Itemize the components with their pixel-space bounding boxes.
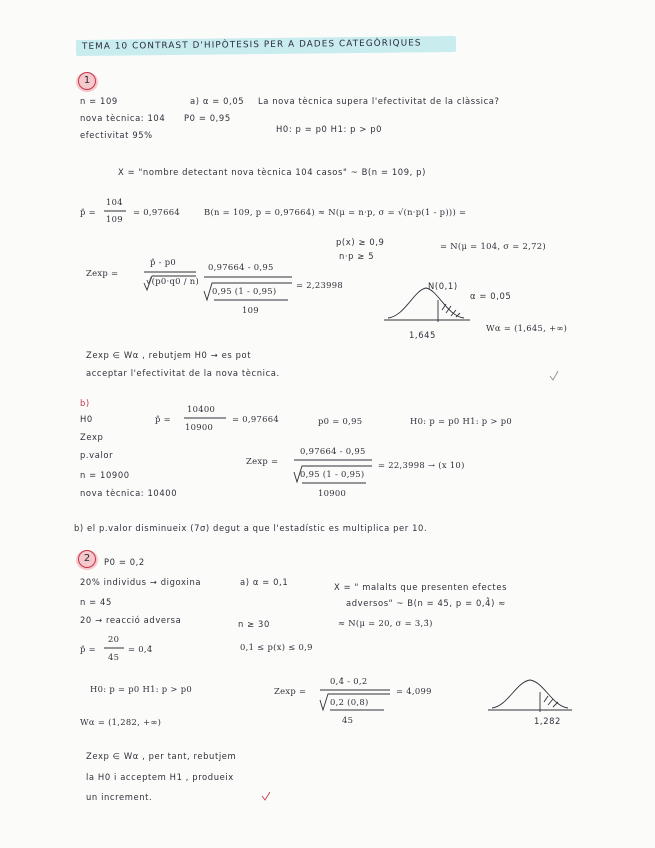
ex1-nova-tecnica: nova tècnica: 104 bbox=[80, 113, 166, 123]
ex1-hypotheses: H0: p = p0 H1: p > p0 bbox=[276, 124, 383, 134]
exercise-2-number: 2 bbox=[78, 550, 96, 568]
ex2-conclusion-3: un increment. bbox=[86, 792, 153, 802]
ex2-zexp-label: Zexp = bbox=[274, 686, 307, 696]
ex1-phat-label: p̂ = bbox=[80, 207, 96, 217]
ex2-x-def-2: adversos" ~ B(n = 45, p = 0,4̂) ≈ bbox=[346, 598, 506, 608]
ex1b-zexp-num: 0,97664 - 0,95 bbox=[300, 446, 366, 456]
ex2-n: n = 45 bbox=[80, 597, 112, 607]
ex1b-n: n = 10900 bbox=[80, 470, 130, 480]
ex1-normal-curve bbox=[384, 288, 470, 322]
ex1-zexp-num1: p̂ - p0 bbox=[150, 257, 177, 267]
ex2-phat-value: = 0,4̂ bbox=[128, 644, 153, 654]
ex1b-p0: p0 = 0,95 bbox=[318, 416, 363, 426]
ex1-zexp-num2: 0,97664 - 0,95 bbox=[208, 262, 274, 272]
ex2-normal-curve bbox=[488, 680, 572, 712]
ex1b-phat-value: = 0,97664 bbox=[232, 414, 280, 424]
ex1-cond-2: n·p ≥ 5 bbox=[339, 251, 375, 261]
ex2-digoxina: 20% individus → digoxina bbox=[80, 577, 202, 587]
ex1b-zexp-den-b: 10900 bbox=[318, 488, 347, 498]
ex1-zexp-sqrt-1 bbox=[144, 276, 196, 290]
ex1-binom-approx: B(n = 109, p = 0,97664) ≈ N(μ = n·p, σ = √(n·p(1 - p))) = bbox=[204, 207, 467, 217]
ex2-critical-value: 1,282 bbox=[534, 716, 561, 726]
ex1-conclusion-1: Zexp ∈ Wα , rebutjem H0 → es pot bbox=[86, 350, 252, 360]
ex1b-pvalue: p.valor bbox=[80, 450, 114, 460]
ex2-conclusion-2: la H0 i acceptem H1 , produeix bbox=[86, 772, 234, 782]
ex2-x-def-1: X = " malalts que presenten efectes bbox=[334, 582, 508, 592]
ex1-efectivitat: efectivitat 95% bbox=[80, 130, 153, 140]
ex1b-hypotheses: H0: p = p0 H1: p > p0 bbox=[410, 416, 512, 426]
ex1-conclusion-2: acceptar l'efectivitat de la nova tècnica. bbox=[86, 368, 280, 378]
ex1b-phat-label: p̂ = bbox=[155, 414, 171, 424]
ex1-cond-1: p(x) ≥ 0,9 bbox=[336, 237, 385, 247]
ex1-zexp-sqrt-2 bbox=[204, 283, 292, 300]
ex2-zexp-num: 0,4̂ - 0,2 bbox=[330, 676, 368, 686]
ex1-n01-label: N(0,1) bbox=[428, 281, 458, 291]
ex1b-label: b) bbox=[80, 398, 90, 408]
ex1-phat-num: 104 bbox=[106, 197, 123, 207]
page-title: TEMA 10 CONTRAST D'HIPÒTESIS PER A DADES CATEGÒRIQUES bbox=[81, 38, 422, 52]
ex2-conclusion-1: Zexp ∈ Wα , per tant, rebutjem bbox=[86, 751, 237, 761]
ex1b-zexp-value: = 22,3998 → (x 10) bbox=[378, 460, 465, 470]
ex2-p0: P0 = 0,2 bbox=[104, 557, 145, 567]
ex2-phat-label: p̂ = bbox=[80, 644, 96, 654]
check-mark-2 bbox=[262, 792, 270, 800]
ex2-reaccio: 20 → reacció adversa bbox=[80, 615, 182, 625]
ex1-question: La nova tècnica supera l'efectivitat de la clàssica? bbox=[258, 96, 500, 106]
ex2-n30: n ≥ 30 bbox=[238, 619, 270, 629]
ex2-hypotheses: H0: p = p0 H1: p > p0 bbox=[90, 684, 192, 694]
ex1-x-definition: X = "nombre detectant nova tècnica 104 casos" ~ B(n = 109, p) bbox=[118, 167, 426, 177]
ex1-zexp-den2b: 109 bbox=[242, 305, 259, 315]
ex2-rejection-region: Wα = (1,282, +∞) bbox=[80, 717, 162, 727]
ex1-phat-den: 109 bbox=[106, 214, 123, 224]
ex1-zexp-value: = 2,23998 bbox=[296, 280, 344, 290]
ex1-zexp-den2a: 0,95 (1 - 0,95) bbox=[212, 286, 277, 296]
ex1-rejection-region: Wα = (1,645, +∞) bbox=[486, 323, 568, 333]
check-mark-1 bbox=[550, 371, 558, 380]
ex1b-note: b) el p.valor disminueix (7σ) degut a que l'estadístic es multiplica per 10. bbox=[74, 523, 428, 533]
ex2-zexp-value: = 4,099 bbox=[396, 686, 432, 696]
ex1-n: n = 109 bbox=[80, 96, 118, 106]
ex1-critical-value: 1,645 bbox=[409, 330, 436, 340]
ex2-zexp-sqrt bbox=[320, 694, 390, 710]
ex2-condition: 0,1 ≤ p(x) ≤ 0,9 bbox=[240, 642, 313, 652]
ex1b-nova: nova tècnica: 10400 bbox=[80, 488, 178, 498]
ex2-phat-den: 45 bbox=[108, 652, 120, 662]
ex1-alpha-label: α = 0,05 bbox=[470, 291, 512, 301]
ex1-p0: P0 = 0,95 bbox=[184, 113, 231, 123]
ex1-zexp-label: Zexp = bbox=[86, 268, 119, 278]
ex1b-phat-num: 10400 bbox=[187, 404, 216, 414]
ex1-phat-value: = 0,97664 bbox=[133, 207, 181, 217]
ex1b-zexp: Zexp bbox=[80, 432, 104, 442]
ex1b-phat-den: 10900 bbox=[185, 422, 214, 432]
ex2-alpha: a) α = 0,1 bbox=[240, 577, 289, 587]
ex1b-h0: H0 bbox=[80, 414, 93, 424]
ex1-zexp-den1: √(p0·q0 / n) bbox=[146, 276, 200, 286]
ex1b-zexp-label: Zexp = bbox=[246, 456, 279, 466]
ex2-zexp-den-b: 45 bbox=[342, 715, 354, 725]
exercise-1-number: 1 bbox=[78, 72, 96, 90]
ex1b-zexp-sqrt bbox=[294, 466, 372, 482]
ex1-normal-result: = N(μ = 104, σ = 2,72) bbox=[440, 241, 546, 251]
ex2-phat-num: 20 bbox=[108, 634, 120, 644]
ex1b-zexp-den-a: 0,95 (1 - 0,95) bbox=[300, 469, 365, 479]
ex2-normal: ≈ N(μ = 20, σ = 3,3̂) bbox=[338, 618, 433, 628]
ex2-zexp-den-a: 0,2 (0,8) bbox=[330, 697, 369, 707]
ex1-alpha: a) α = 0,05 bbox=[190, 96, 245, 106]
